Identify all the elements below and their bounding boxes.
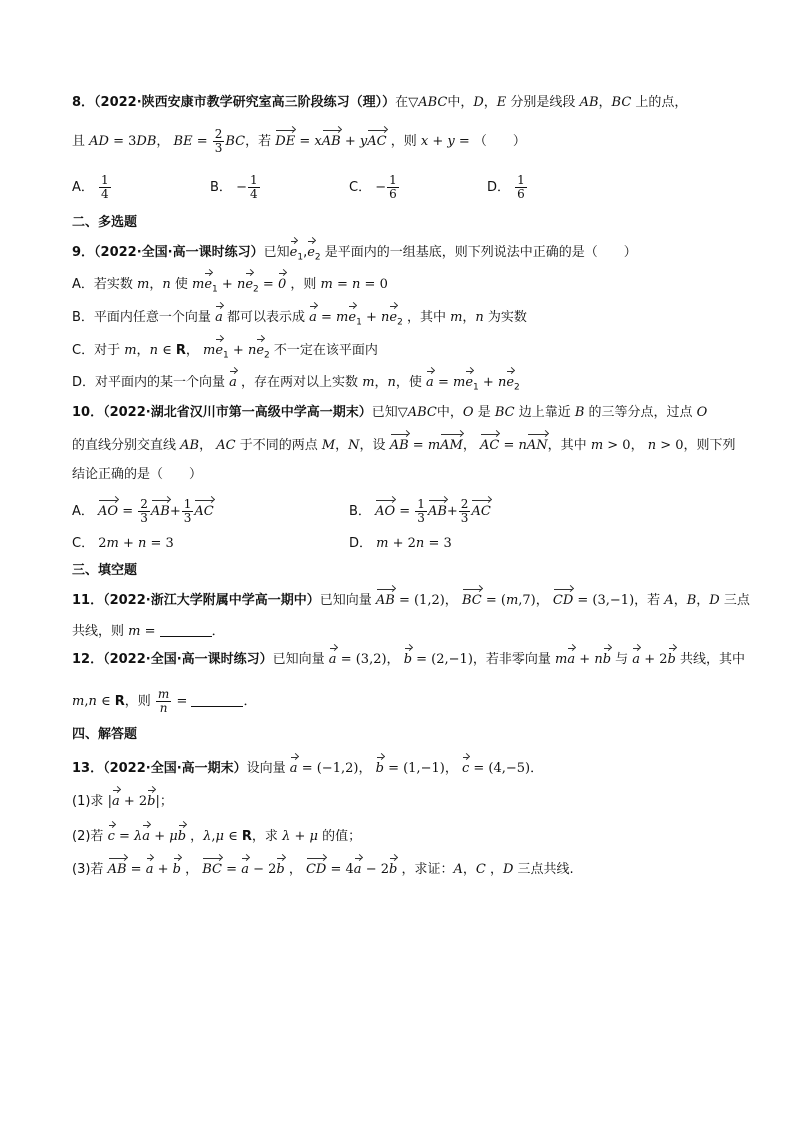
q9-option-d: D．对平面内的某一个向量 a ，存在两对以上实数 m，n，使 $a = me_1 + ne_2$	[72, 375, 520, 393]
q9-option-b: B．平面内任意一个向量 a 都可以表示成 $a = me_1 + ne_2$ ，其中 m，n 为实数	[72, 310, 527, 328]
q11-line1: 11．（2022·浙江大学附属中学高一期中）已知向量 AB = (1,2)， BC = (m,7)， CD = (3,−1)，若 A，B，D 三点	[72, 593, 750, 608]
q8-line2: 且 AD = 3DB， BE = $\frac{2}{3}$ BC，若 DE = xAB + yAC ，则 x + y = （ ）	[72, 127, 526, 155]
q11-answer-blank[interactable]	[160, 624, 212, 637]
q10-option-d: D． m + 2n = 3	[349, 536, 452, 551]
q8-option-d: D． $\frac{1}{6}$	[487, 173, 525, 201]
section-heading-fill-in: 三、填空题	[72, 563, 138, 578]
q11-line2: 共线，则 m = ．	[72, 624, 225, 639]
q13-stem: 13．（2022·全国·高一期末）设向量 a = (−1,2)， b = (1,−1)， c = (4,−5)．	[72, 761, 544, 776]
q8-option-a: A． $\frac{1}{4}$	[72, 173, 109, 201]
q8-option-c: C． − $\frac{1}{6}$	[349, 173, 397, 201]
q10-option-b: B． AO = $\frac{1}{3}$ AB+ $\frac{2}{3}$ AC	[349, 497, 491, 525]
q13-part3: (3)若 AB = a + b ， BC = a − 2b ， CD = 4a − 2b ，求证：A，C ，D 三点共线.	[72, 862, 574, 877]
q10-option-c: C． 2m + n = 3	[72, 536, 174, 551]
q8-line1: 8．（2022·陕西安康市教学研究室高三阶段练习（理））在▽ABC中，D，E 分别是线段 AB，BC 上的点，	[72, 95, 688, 110]
q12-line1: 12．（2022·全国·高一课时练习）已知向量 a = (3,2)， b = (2,−1)，若非零向量 ma + nb 与 a + 2b 共线，其中	[72, 652, 745, 667]
q10-line2: 的直线分别交直线 AB， AC 于不同的两点 M，N，设 AB = mAM， AC = nAN，其中 m > 0， n > 0，则下列	[72, 438, 736, 453]
q13-part1: (1)求 |a + 2b|；	[72, 794, 173, 809]
q9-option-a: A．若实数 m，n 使 $me_1 + ne_2 = 0$ ，则 m = n = 0	[72, 277, 388, 295]
q10-line1: 10．（2022·湖北省汉川市第一高级中学高一期末）已知▽ABC中，O 是 BC 边上靠近 B 的三等分点，过点 O	[72, 405, 708, 420]
q9-stem: 9．（2022·全国·高一课时练习）已知$e_1,e_2$ 是平面内的一组基底，则下列说法中正确的是（ ）	[72, 245, 637, 263]
q12-answer-blank[interactable]	[191, 694, 243, 707]
section-heading-multiple-choice: 二、多选题	[72, 215, 138, 230]
section-heading-solutions: 四、解答题	[72, 727, 138, 742]
q9-option-c: C．对于 m，n ∈ R， $me_1 + ne_2$ 不一定在该平面内	[72, 343, 378, 361]
q10-line3: 结论正确的是（ ）	[72, 467, 203, 482]
q10-option-a: A． AO = $\frac{2}{3}$ AB+ $\frac{1}{3}$ AC	[72, 497, 214, 525]
q12-line2: m,n ∈ R，则 $\frac{m}{n}$ = ．	[72, 687, 257, 715]
q8-option-b: B． − $\frac{1}{4}$	[210, 173, 258, 201]
q13-part2: (2)若 c = λa + μb ，λ,μ ∈ R，求 λ + μ 的值；	[72, 829, 362, 844]
